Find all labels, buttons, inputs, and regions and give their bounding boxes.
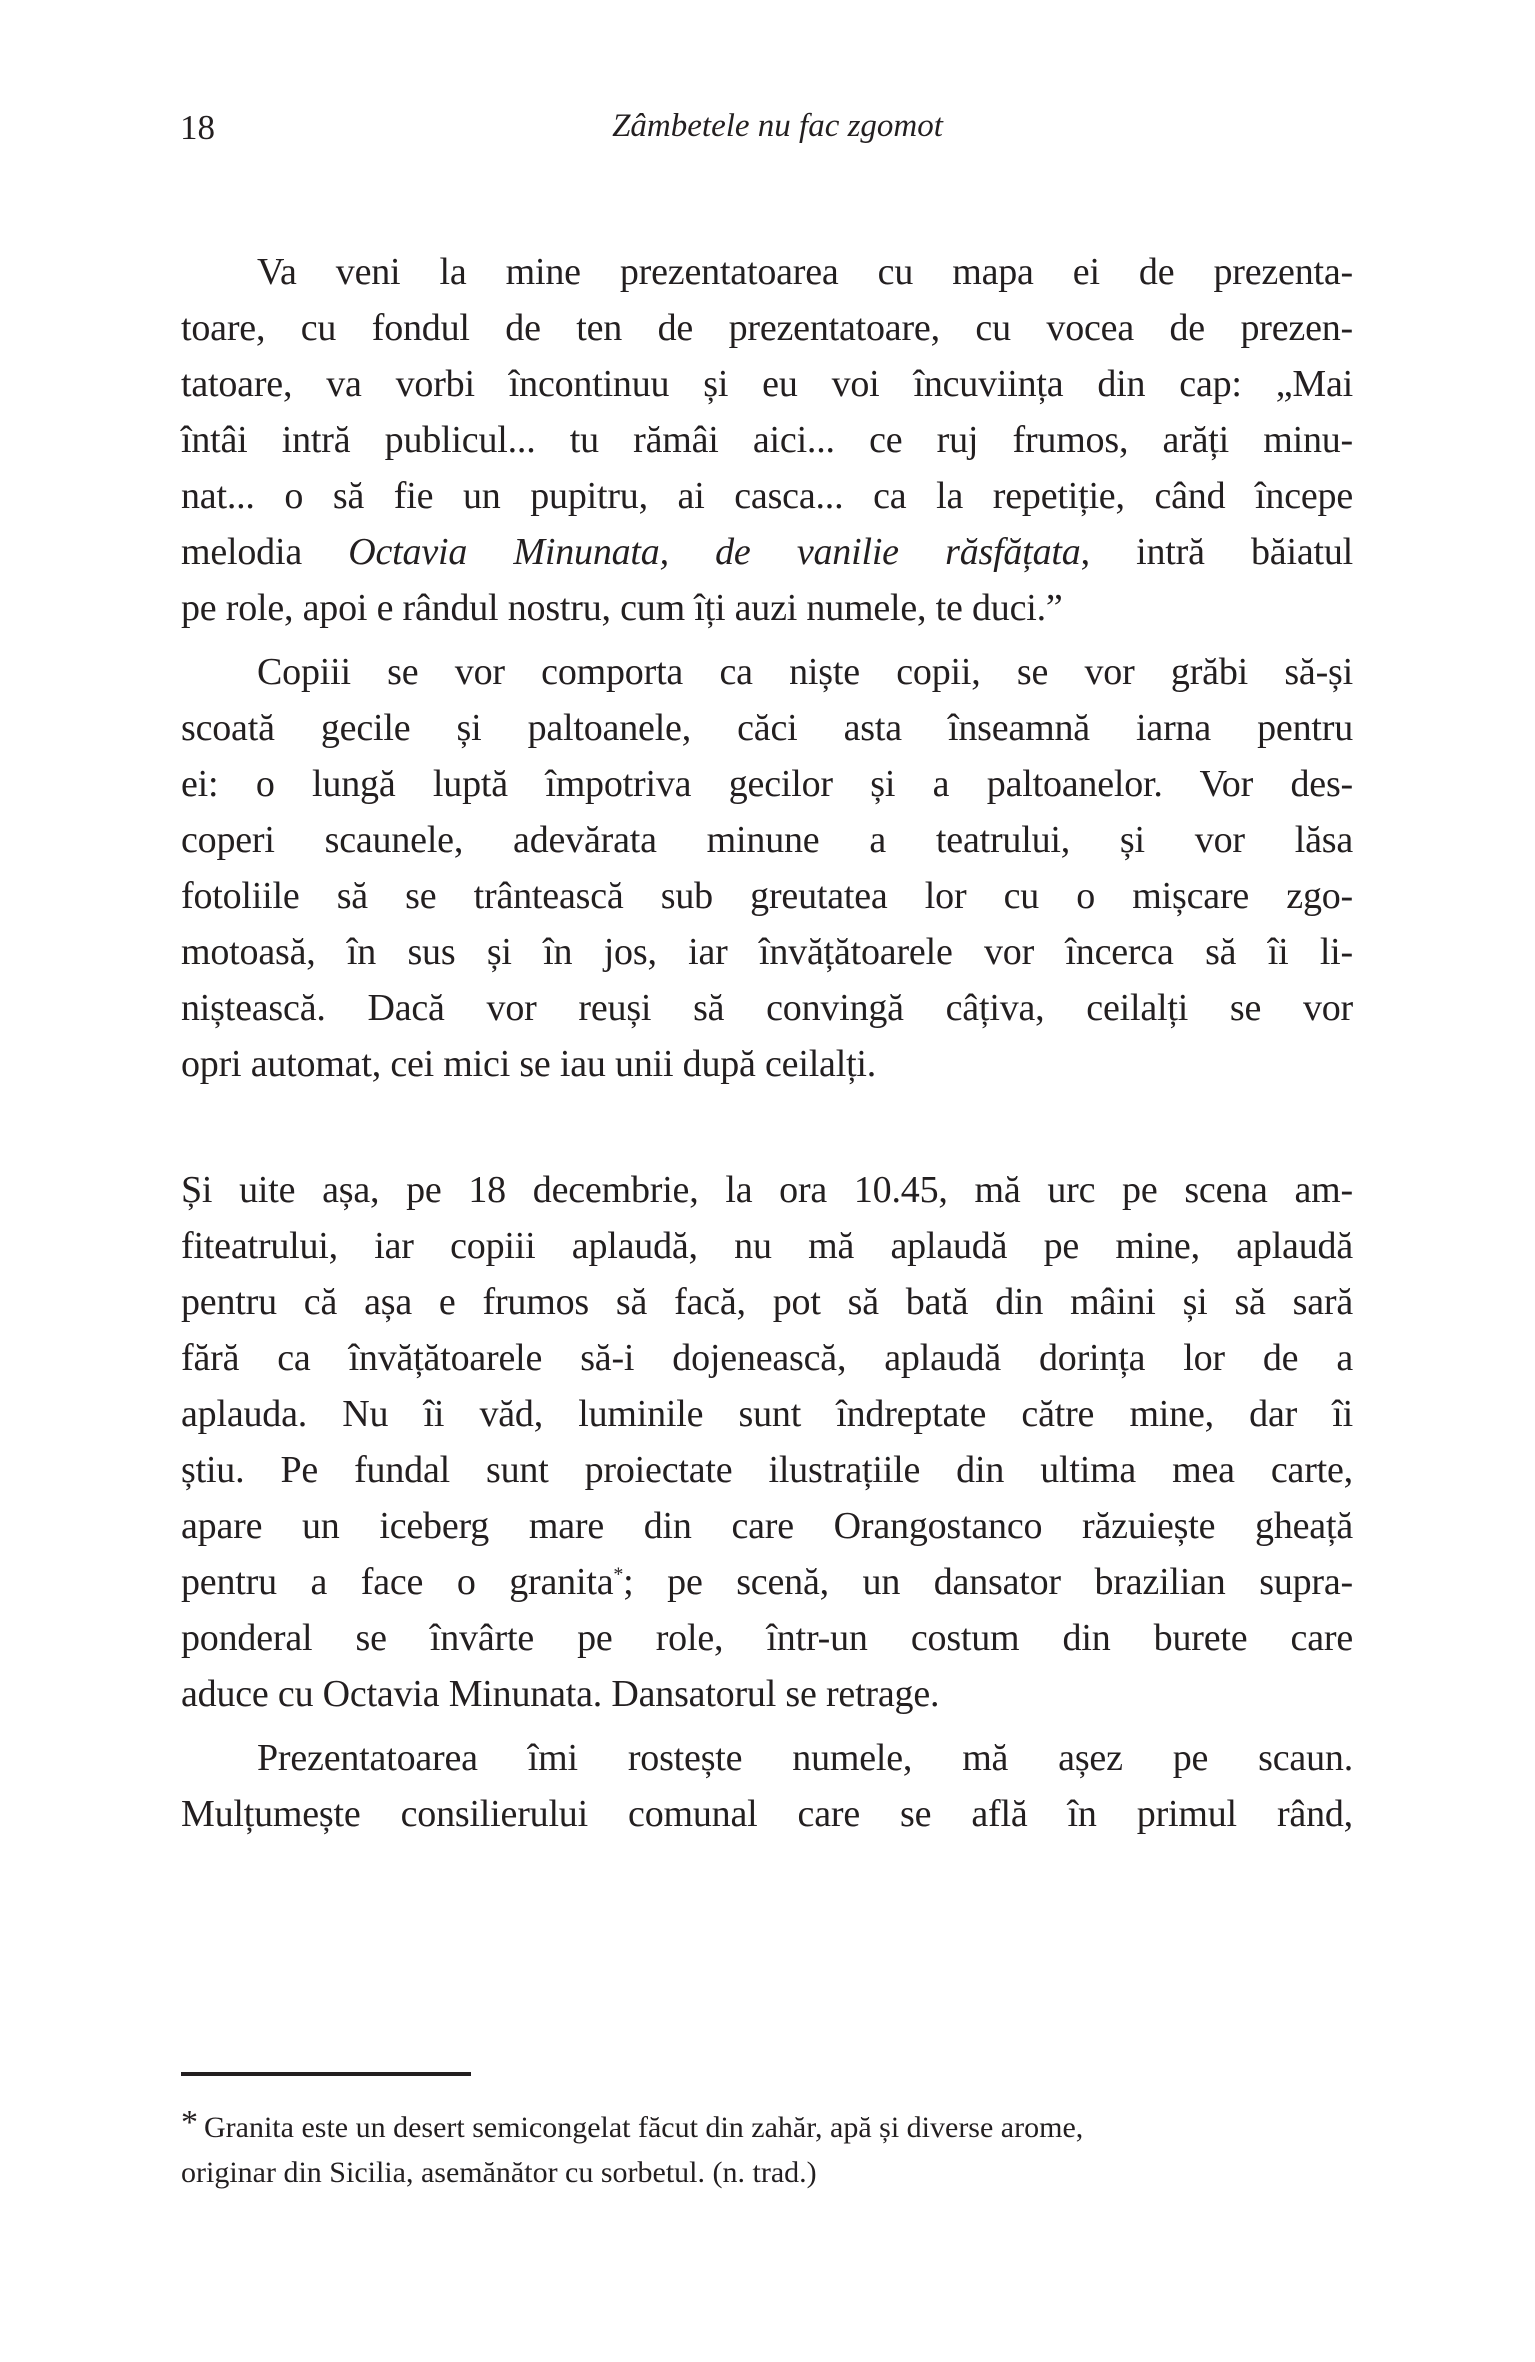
text-line: ei: o lungă luptă împotriva gecilor și a paltoanelor. Vor des-	[181, 763, 1353, 805]
text-line: apare un iceberg mare din care Orangostanco răzuiește gheață	[181, 1505, 1353, 1547]
paragraph-4	[181, 1730, 1353, 1842]
footnote-text: Granita este un desert semicongelat făcut din zahăr, apă și diverse arome,	[204, 2111, 1084, 2144]
footnote	[181, 2098, 1353, 2198]
text-line: știu. Pe fundal sunt proiectate ilustrațiile din ultima mea carte,	[181, 1449, 1353, 1491]
text-line: Și uite așa, pe 18 decembrie, la ora 10.45, mă urc pe scena am-	[181, 1169, 1353, 1211]
text-line: toare, cu fondul de ten de prezentatoare, cu vocea de prezen-	[181, 307, 1353, 349]
text-line: pentru că așa e frumos să facă, pot să bată din mâini și să sară	[181, 1281, 1353, 1323]
footnote-line: originar din Sicilia, asemănător cu sorbetul. (n. trad.)	[181, 2156, 817, 2189]
text-line: opri automat, cei mici se iau unii după ceilalți.	[181, 1043, 877, 1085]
running-title: Zâmbetele nu fac zgomot	[612, 108, 943, 144]
text-line	[181, 524, 1353, 580]
text-line: Copiii se vor comporta ca niște copii, se vor grăbi să-și	[257, 651, 1353, 693]
text-line: fără ca învățătoarele să-i dojenească, aplaudă dorința lor de a	[181, 1337, 1353, 1379]
text-run: melodia	[181, 531, 349, 573]
song-title: Octavia Minunata, de vanilie răsfățata	[348, 531, 1081, 573]
text-line: niștească. Dacă vor reuși să convingă câțiva, ceilalți se vor	[181, 987, 1353, 1029]
text-line: pe role, apoi e rândul nostru, cum îți auzi numele, te duci.”	[181, 587, 1063, 629]
text-line: motoasă, în sus și în jos, iar învățătoarele vor încerca să îi li-	[181, 931, 1353, 973]
text-line: nat... o să fie un pupitru, ai casca... ca la repetiție, când începe	[181, 475, 1353, 517]
text-line: coperi scaunele, adevărata minune a teatrului, și vor lăsa	[181, 819, 1353, 861]
text-line: aduce cu Octavia Minunata. Dansatorul se retrage.	[181, 1673, 940, 1715]
text-line: Va veni la mine prezentatoarea cu mapa ei de prezenta-	[257, 251, 1353, 293]
paragraph-1	[181, 244, 1353, 636]
paragraph-3	[181, 1162, 1353, 1722]
footnote-divider	[181, 2072, 471, 2076]
body-text	[181, 244, 1353, 1842]
footnote-reference[interactable]: *	[613, 1563, 624, 1586]
text-line: fiteatrului, iar copiii aplaudă, nu mă aplaudă pe mine, aplaudă	[181, 1225, 1353, 1267]
text-run: pentru a face o granita	[181, 1561, 614, 1603]
text-line: tatoare, va vorbi încontinuu și eu voi încuviința din cap: „Mai	[181, 363, 1353, 405]
page-number: 18	[180, 108, 215, 147]
text-line	[181, 1554, 1353, 1610]
text-line: aplauda. Nu îi văd, luminile sunt îndreptate către mine, dar îi	[181, 1393, 1353, 1435]
text-line: Mulțumește consilierului comunal care se află în primul rând,	[181, 1793, 1353, 1835]
text-line: Prezentatoarea îmi rostește numele, mă așez pe scaun.	[257, 1737, 1353, 1779]
text-run: , intră băiatul	[1080, 531, 1354, 573]
text-line: fotoliile să se trântească sub greutatea lor cu o mișcare zgo-	[181, 875, 1353, 917]
text-line: scoată gecile și paltoanele, căci asta înseamnă iarna pentru	[181, 707, 1353, 749]
text-run: ; pe scenă, un dansator brazilian supra-	[623, 1561, 1353, 1603]
page-header	[0, 100, 1535, 160]
text-line: întâi intră publicul... tu rămâi aici... ce ruj frumos, arăți minu-	[181, 419, 1353, 461]
footnote-line	[181, 2098, 1353, 2148]
footnote-mark: *	[181, 2104, 198, 2141]
paragraph-2	[181, 644, 1353, 1092]
text-line: ponderal se învârte pe role, într-un costum din burete care	[181, 1617, 1353, 1659]
